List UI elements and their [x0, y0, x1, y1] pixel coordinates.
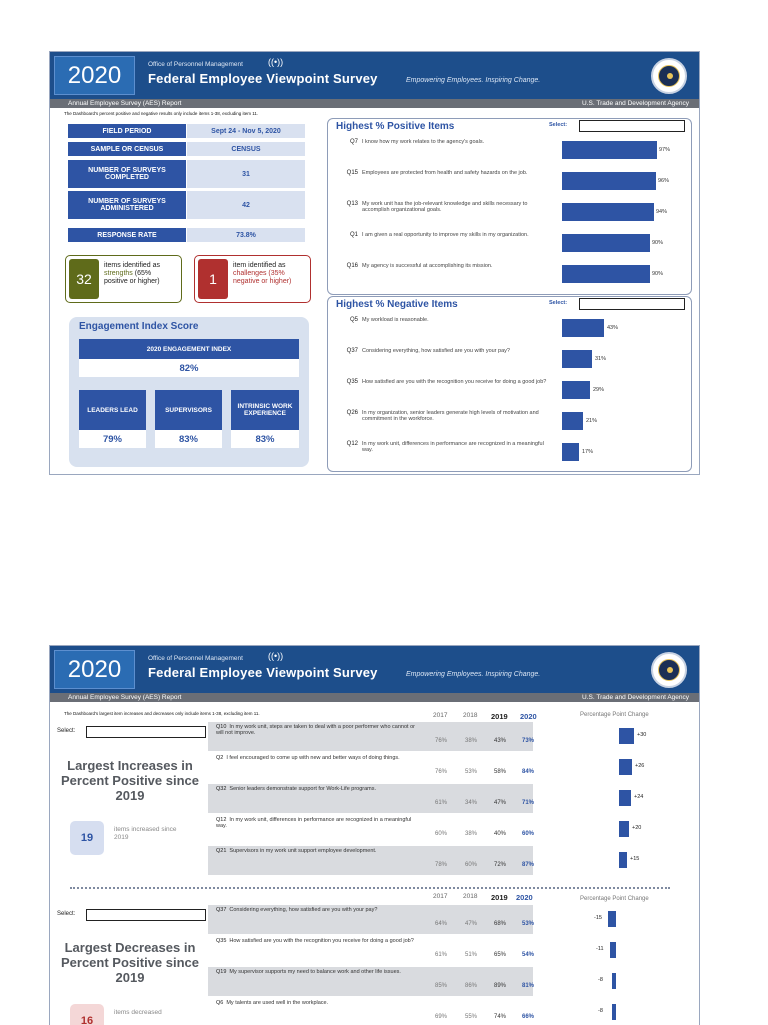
trend-question [208, 753, 418, 761]
change-bar [619, 790, 631, 806]
trend-year-value: 85% [435, 983, 448, 989]
trend-question-id: Q10 [216, 724, 227, 730]
subindex-label: INTRINSIC WORK EXPERIENCE [231, 390, 299, 430]
trend-year-value: 68% [494, 921, 507, 927]
trend-question-id: Q21 [216, 848, 227, 854]
trend-year-value: 61% [435, 952, 448, 958]
trend-row [208, 967, 533, 996]
item-bar [562, 141, 657, 159]
item-row [328, 439, 688, 469]
item-bar [562, 412, 583, 430]
decreases-count: 16 [70, 1004, 104, 1025]
trend-question-text: Supervisors in my work unit support employee development. [229, 848, 377, 854]
trend-question-id: Q6 [216, 1000, 224, 1006]
item-row [328, 137, 688, 167]
item-bar [562, 381, 590, 399]
change-bar [608, 911, 616, 927]
item-id: Q7 [349, 139, 358, 145]
item-row [328, 408, 688, 438]
item-id: Q16 [346, 263, 358, 269]
item-text: My workload is reasonable. [362, 317, 429, 323]
item-id: Q13 [346, 201, 358, 207]
trend-row [208, 722, 533, 751]
item-text: Employees are protected from health and safety hazards on the job. [362, 170, 528, 176]
field-value: Sept 24 - Nov 5, 2020 [187, 124, 305, 138]
item-bar-label: 43% [607, 325, 619, 331]
decreases-select[interactable] [86, 909, 206, 921]
item-text: In my work unit, differences in performance are recognized in a meaningful way. [362, 441, 544, 453]
challenges-count: 1 [198, 259, 228, 299]
trend-year-value: 60% [435, 831, 448, 837]
trend-row [208, 815, 533, 844]
change-bar [619, 759, 632, 775]
strengths-count: 32 [69, 259, 99, 299]
engagement-index-label: 2020 ENGAGEMENT INDEX [79, 339, 299, 359]
agency-name: U.S. Trade and Development Agency [582, 100, 689, 107]
field-value: 73.8% [187, 228, 305, 242]
trend-year-value: 64% [435, 921, 448, 927]
trend-question [208, 815, 418, 829]
tagline: Empowering Employees. Inspiring Change. [406, 671, 541, 678]
item-row [328, 168, 688, 198]
office-name: Office of Personnel Management [148, 655, 243, 662]
field-label: FIELD PERIOD [68, 124, 186, 138]
subindex-label: LEADERS LEAD [79, 390, 146, 430]
trend-year-value: 40% [494, 831, 507, 837]
trend-row [208, 936, 533, 965]
field-value: CENSUS [187, 142, 305, 156]
engagement-title: Engagement Index Score [79, 321, 199, 332]
item-bar [562, 265, 650, 283]
report-subbar [50, 693, 699, 702]
trend-question [208, 967, 418, 975]
item-row [328, 199, 688, 229]
opm-seal-icon [651, 58, 687, 94]
trend-year-value: 38% [465, 738, 478, 744]
item-bar-label: 29% [593, 387, 605, 393]
trend-year-value: 74% [494, 1014, 507, 1020]
select-label: Select: [549, 300, 568, 306]
trend-question-id: Q12 [216, 817, 227, 823]
decreases-count-text: items decreased [114, 1009, 162, 1016]
item-text: My work unit has the job-relevant knowledge and skills necessary to accomplish organizational goals. [362, 201, 528, 213]
change-label: -8 [598, 1008, 603, 1014]
survey-header [50, 646, 699, 693]
trend-question [208, 722, 418, 736]
trend-row [208, 753, 533, 782]
item-text: How satisfied are you with the recognition you receive for doing a good job? [362, 379, 547, 385]
item-bar-label: 96% [658, 178, 670, 184]
trend-year-value: 53% [465, 769, 478, 775]
strengths-card [65, 255, 182, 303]
year-badge: 2020 [54, 56, 135, 95]
trend-year-value: 47% [494, 800, 507, 806]
field-label: NUMBER OF SURVEYS ADMINISTERED [68, 191, 186, 219]
item-text: I know how my work relates to the agency's goals. [362, 139, 485, 145]
select-label: Select: [57, 728, 76, 734]
change-label: -8 [598, 977, 603, 983]
trend-question [208, 905, 418, 913]
survey-title: Federal Employee Viewpoint Survey [148, 665, 378, 680]
survey-title: Federal Employee Viewpoint Survey [148, 71, 378, 86]
change-bar [612, 973, 616, 989]
trend-year-value: 55% [465, 1014, 478, 1020]
trend-question-text: In my work unit, differences in performance are recognized in a meaningful way. [216, 817, 412, 829]
change-label: +30 [637, 732, 647, 738]
trend-year-value: 54% [522, 952, 535, 958]
item-text: I am given a real opportunity to improve my skills in my organization. [362, 232, 529, 238]
item-id: Q12 [346, 441, 358, 447]
challenges-text: item identified as challenges (35% negative or higher) [233, 262, 292, 285]
trend-question-text: In my work unit, steps are taken to deal with a poor performer who cannot or will not improve. [216, 724, 415, 736]
dashboard-note: The Dashboard's percent positive and negative results only include items 1-38, excluding item 11. [64, 111, 259, 116]
subindex-value: 79% [79, 430, 146, 448]
item-row [328, 315, 688, 345]
item-row [328, 377, 688, 407]
engagement-index-box [69, 317, 309, 467]
trend-question-text: My talents are used well in the workplace. [226, 1000, 329, 1006]
trend-year-value: 76% [435, 769, 448, 775]
increases-select[interactable] [86, 726, 206, 738]
trend-question-text: Senior leaders demonstrate support for Work-Life programs. [229, 786, 377, 792]
change-bar [619, 852, 627, 868]
decreases-title: Largest Decreases in Percent Positive since 2019 [60, 940, 199, 985]
trend-row [208, 846, 533, 875]
item-bar-label: 94% [656, 209, 668, 215]
dashboard-panel-trends: 2020 Office of Personnel Management ((•)) Federal Employee Viewpoint Survey Empowering Employees. Inspiring Change. Annual Employee Survey (AES) Report U.S. Trade and Development Agency The Dashboard's largest item increases and decreases only include items 1-38, excluding item 11. Select: Largest Increases in Percent Positive since 2019 19 items increased since 2019 2017 2018 2019 2020 Percentage Point Change Q10 In my work unit, steps are taken to deal with a poor performer who cannot or will not improve. 76% 38% 43% 73% +30 Q2 I feel encouraged to come up with new and better ways of doing things. 76% 53% 58% 84% +26 Q32 Senior leaders demonstrate support for Work-Life programs. 61% 34% 47% 71% +24 Q12 In my work unit, differences in performance are recognized in a meaningful way. 60% 38% 40% 60% +20 Q21 Supervisors in my work unit support employee development. 78% 60% 72% 87% +15 Select: Largest Decreases in Percent Positive since 2019 16 items decreased 2017 2018 2019 2020 Percentage Point Change Q37 Considering everything, how satisfied are you with your pay? 64% 47% 68% 53% -15 Q35 How satisfied are you with the recognition you receive for doing a good job? 61% 51% 65% 54% -11 Q19 My supervisor supports my need to balance work and other life issues. 85% 86% 89% 81% -8 Q6 My talents are used well in the workplace. 69% 55% 74% 66% -8 [49, 645, 700, 1025]
item-row [328, 346, 688, 376]
office-name: Office of Personnel Management [148, 61, 243, 68]
trend-year-value: 87% [522, 862, 535, 868]
trend-question-id: Q37 [216, 907, 227, 913]
trend-question-text: My supervisor supports my need to balance work and other life issues. [229, 969, 401, 975]
trend-year-value: 58% [494, 769, 507, 775]
item-text: My agency is successful at accomplishing its mission. [362, 263, 493, 269]
section-divider [70, 887, 670, 889]
strengths-text: items identified as strengths (65% positive or higher) [104, 262, 161, 285]
dashboard-note: The Dashboard's largest item increases and decreases only include items 1-38, excluding item 11. [64, 711, 260, 716]
trend-year-value: 51% [465, 952, 478, 958]
trend-question [208, 784, 418, 792]
change-bar [612, 1004, 616, 1020]
positive-select[interactable] [579, 120, 685, 132]
change-label: +15 [630, 856, 640, 862]
trend-year-value: 60% [522, 831, 535, 837]
opm-seal-icon [651, 652, 687, 688]
item-text: Considering everything, how satisfied are you with your pay? [362, 348, 510, 354]
field-label: RESPONSE RATE [68, 228, 186, 242]
trend-year-value: 81% [522, 983, 535, 989]
trend-question [208, 998, 418, 1006]
item-bar-label: 17% [582, 449, 594, 455]
trend-question-text: Considering everything, how satisfied are you with your pay? [229, 907, 378, 913]
item-row [328, 261, 688, 291]
trend-question-text: I feel encouraged to come up with new and better ways of doing things. [226, 755, 400, 761]
trend-year-value: 38% [465, 831, 478, 837]
negative-items-box [327, 296, 692, 472]
item-bar [562, 203, 654, 221]
trend-year-value: 34% [465, 800, 478, 806]
increases-title: Largest Increases in Percent Positive since 2019 [60, 758, 199, 803]
item-row [328, 230, 688, 260]
trend-year-value: 72% [494, 862, 507, 868]
item-bar-label: 97% [659, 147, 671, 153]
report-name: Annual Employee Survey (AES) Report [68, 100, 182, 107]
item-bar [562, 319, 604, 337]
tagline: Empowering Employees. Inspiring Change. [406, 77, 541, 84]
trend-question-id: Q32 [216, 786, 227, 792]
item-id: Q35 [346, 379, 358, 385]
subindex-value: 83% [231, 430, 299, 448]
field-label: SAMPLE OR CENSUS [68, 142, 186, 156]
survey-header [50, 52, 699, 99]
field-value: 31 [187, 160, 305, 188]
trend-year-value: 65% [494, 952, 507, 958]
item-bar-label: 21% [586, 418, 598, 424]
item-bar [562, 234, 650, 252]
trend-year-value: 61% [435, 800, 448, 806]
trend-year-value: 47% [465, 921, 478, 927]
broadcast-icon: ((•)) [268, 57, 284, 67]
report-subbar [50, 99, 699, 108]
report-name: Annual Employee Survey (AES) Report [68, 694, 182, 701]
positive-items-box [327, 118, 692, 295]
change-label: +20 [632, 825, 642, 831]
trend-year-value: 43% [494, 738, 507, 744]
item-id: Q15 [346, 170, 358, 176]
positive-title: Highest % Positive Items [336, 121, 455, 132]
trend-question-id: Q2 [216, 755, 224, 761]
trend-year-value: 69% [435, 1014, 448, 1020]
item-bar [562, 443, 579, 461]
trend-year-value: 78% [435, 862, 448, 868]
negative-title: Highest % Negative Items [336, 299, 458, 310]
trend-year-value: 71% [522, 800, 535, 806]
broadcast-icon: ((•)) [268, 651, 284, 661]
change-bar [619, 821, 629, 837]
trend-year-value: 86% [465, 983, 478, 989]
item-bar [562, 350, 592, 368]
trend-year-value: 84% [522, 769, 535, 775]
item-bar-label: 90% [652, 240, 664, 246]
trend-row [208, 998, 533, 1025]
trend-question-id: Q35 [216, 938, 227, 944]
trend-row [208, 784, 533, 813]
change-label: +24 [634, 794, 644, 800]
ppc-header: Percentage Point Change [580, 712, 649, 718]
dashboard-panel-summary [49, 51, 700, 475]
item-text: In my organization, senior leaders generate high levels of motivation and commitment in the workforce. [362, 410, 539, 422]
item-id: Q1 [349, 232, 358, 238]
increases-count: 19 [70, 821, 104, 855]
negative-select[interactable] [579, 298, 685, 310]
trend-year-value: 60% [465, 862, 478, 868]
item-bar-label: 90% [652, 271, 664, 277]
trend-year-value: 89% [494, 983, 507, 989]
increases-count-text: items increased since 2019 [114, 826, 177, 841]
item-bar [562, 172, 656, 190]
ppc-header: Percentage Point Change [580, 896, 649, 902]
trend-row [208, 905, 533, 934]
trend-year-value: 76% [435, 738, 448, 744]
subindex-value: 83% [155, 430, 222, 448]
trend-question [208, 936, 418, 944]
subindex-label: SUPERVISORS [155, 390, 222, 430]
change-label: -11 [596, 946, 604, 952]
item-bar-label: 31% [595, 356, 607, 362]
trend-year-value: 73% [522, 738, 535, 744]
change-label: +26 [635, 763, 645, 769]
trend-question-text: How satisfied are you with the recognition you receive for doing a good job? [229, 938, 414, 944]
select-label: Select: [57, 911, 76, 917]
item-id: Q26 [346, 410, 358, 416]
trend-question-id: Q19 [216, 969, 227, 975]
trend-question [208, 846, 418, 854]
trend-year-value: 66% [522, 1014, 535, 1020]
select-label: Select: [549, 122, 568, 128]
change-bar [619, 728, 634, 744]
year-badge: 2020 [54, 650, 135, 689]
challenges-card [194, 255, 311, 303]
field-value: 42 [187, 191, 305, 219]
agency-name: U.S. Trade and Development Agency [582, 694, 689, 701]
change-bar [610, 942, 616, 958]
change-label: -15 [594, 915, 602, 921]
field-label: NUMBER OF SURVEYS COMPLETED [68, 160, 186, 188]
engagement-index-value: 82% [79, 359, 299, 377]
item-id: Q37 [346, 348, 358, 354]
item-id: Q5 [349, 317, 358, 323]
trend-year-value: 53% [522, 921, 535, 927]
